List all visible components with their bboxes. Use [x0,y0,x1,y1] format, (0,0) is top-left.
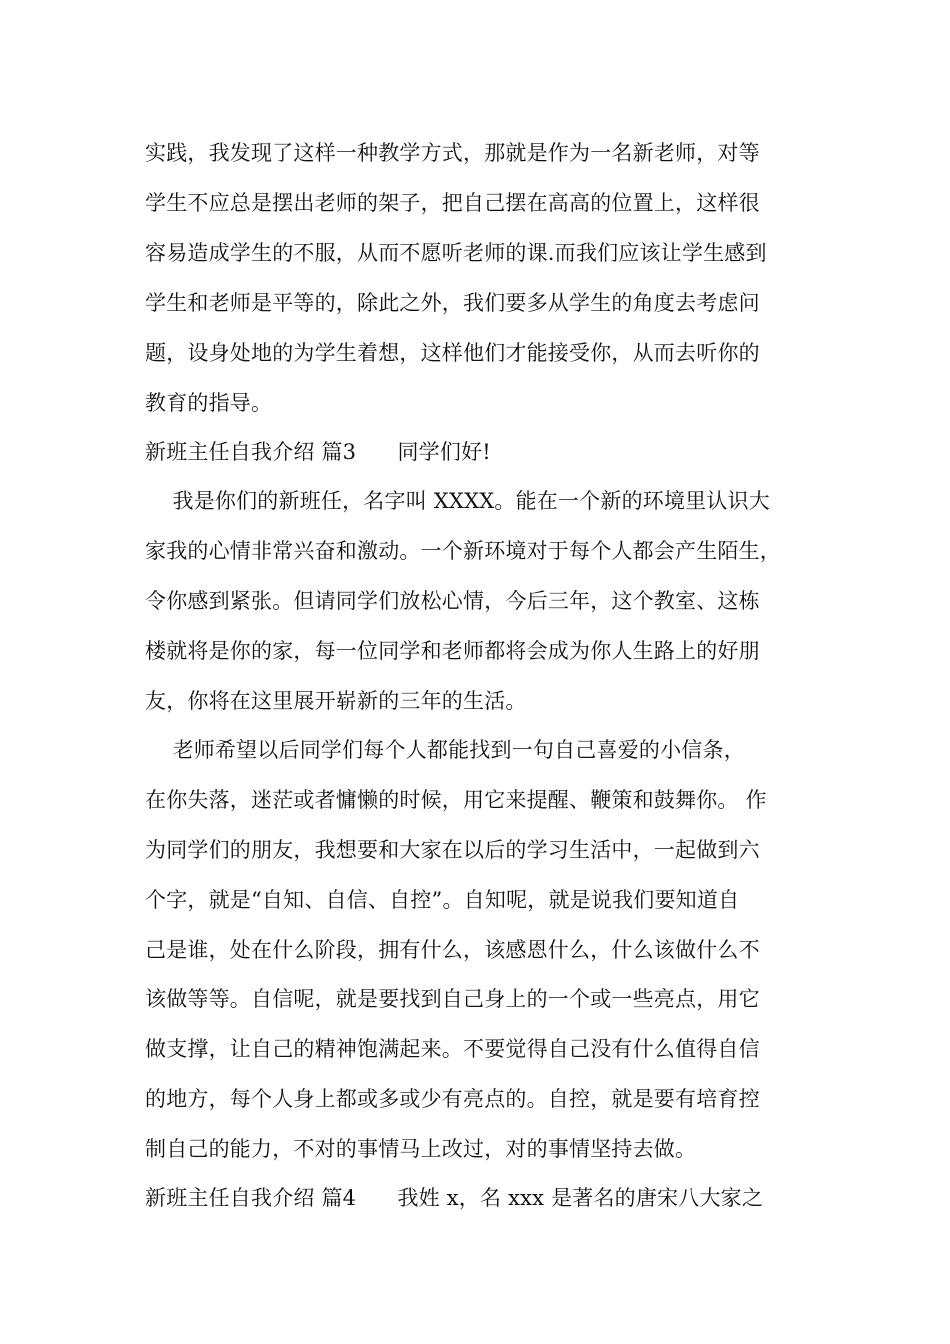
text-line: 令你感到紧张。但请同学们放松心情，今后三年，这个教室、这栋 [145,589,760,613]
text-line: 我是你们的新班任，名字叫 XXXX。能在一个新的环境里认识大 [145,489,770,513]
text-line: 的地方，每个人身上都或多或少有亮点的。自控，就是要有培育控 [145,1087,760,1111]
text-line: 容易造成学生的不服，从而不愿听老师的课.而我们应该让学生感到 [145,241,767,265]
text-line: 个字，就是“自知、自信、自控”。自知呢，就是说我们要知道自 [145,888,740,912]
section-heading: 新班主任自我介绍 篇3 同学们好! [145,440,491,464]
text-line: 为同学们的朋友，我想要和大家在以后的学习生活中，一起做到六 [145,838,760,862]
text-line: 学生不应总是摆出老师的架子，把自己摆在高高的位置上，这样很 [145,191,760,215]
text-line: 教育的指导。 [145,391,273,415]
text-line: 做支撑，让自己的精神饱满起来。不要觉得自己没有什么值得自信 [145,1037,760,1061]
text-line: 实践，我发现了这样一种教学方式，那就是作为一名新老师，对等 [145,141,760,165]
section-heading: 新班主任自我介绍 篇4 我姓 x，名 xxx 是著名的唐宋八大家之 [145,1186,764,1210]
text-line: 家我的心情非常兴奋和激动。一个新环境对于每个人都会产生陌生， [145,539,781,563]
text-line: 己是谁，处在什么阶段，拥有什么，该感恩什么，什么该做什么不 [145,938,760,962]
text-line: 学生和老师是平等的，除此之外，我们要多从学生的角度去考虑问 [145,291,760,315]
text-line: 制自己的能力，不对的事情马上改过，对的事情坚持去做。 [145,1137,697,1161]
text-line: 在你失落，迷茫或者慵懒的时候，用它来提醒、鞭策和鼓舞你。 作 [145,788,767,812]
text-line: 楼就将是你的家，每一位同学和老师都将会成为你人生路上的好朋 [145,639,760,663]
text-line: 该做等等。自信呢，就是要找到自己身上的一个或一些亮点，用它 [145,987,760,1011]
text-line: 友，你将在这里展开崭新的三年的生活。 [145,689,527,713]
text-line: 老师希望以后同学们每个人都能找到一句自己喜爱的小信条， [145,738,745,762]
text-line: 题，设身处地的为学生着想，这样他们才能接受你，从而去听你的 [145,341,760,365]
